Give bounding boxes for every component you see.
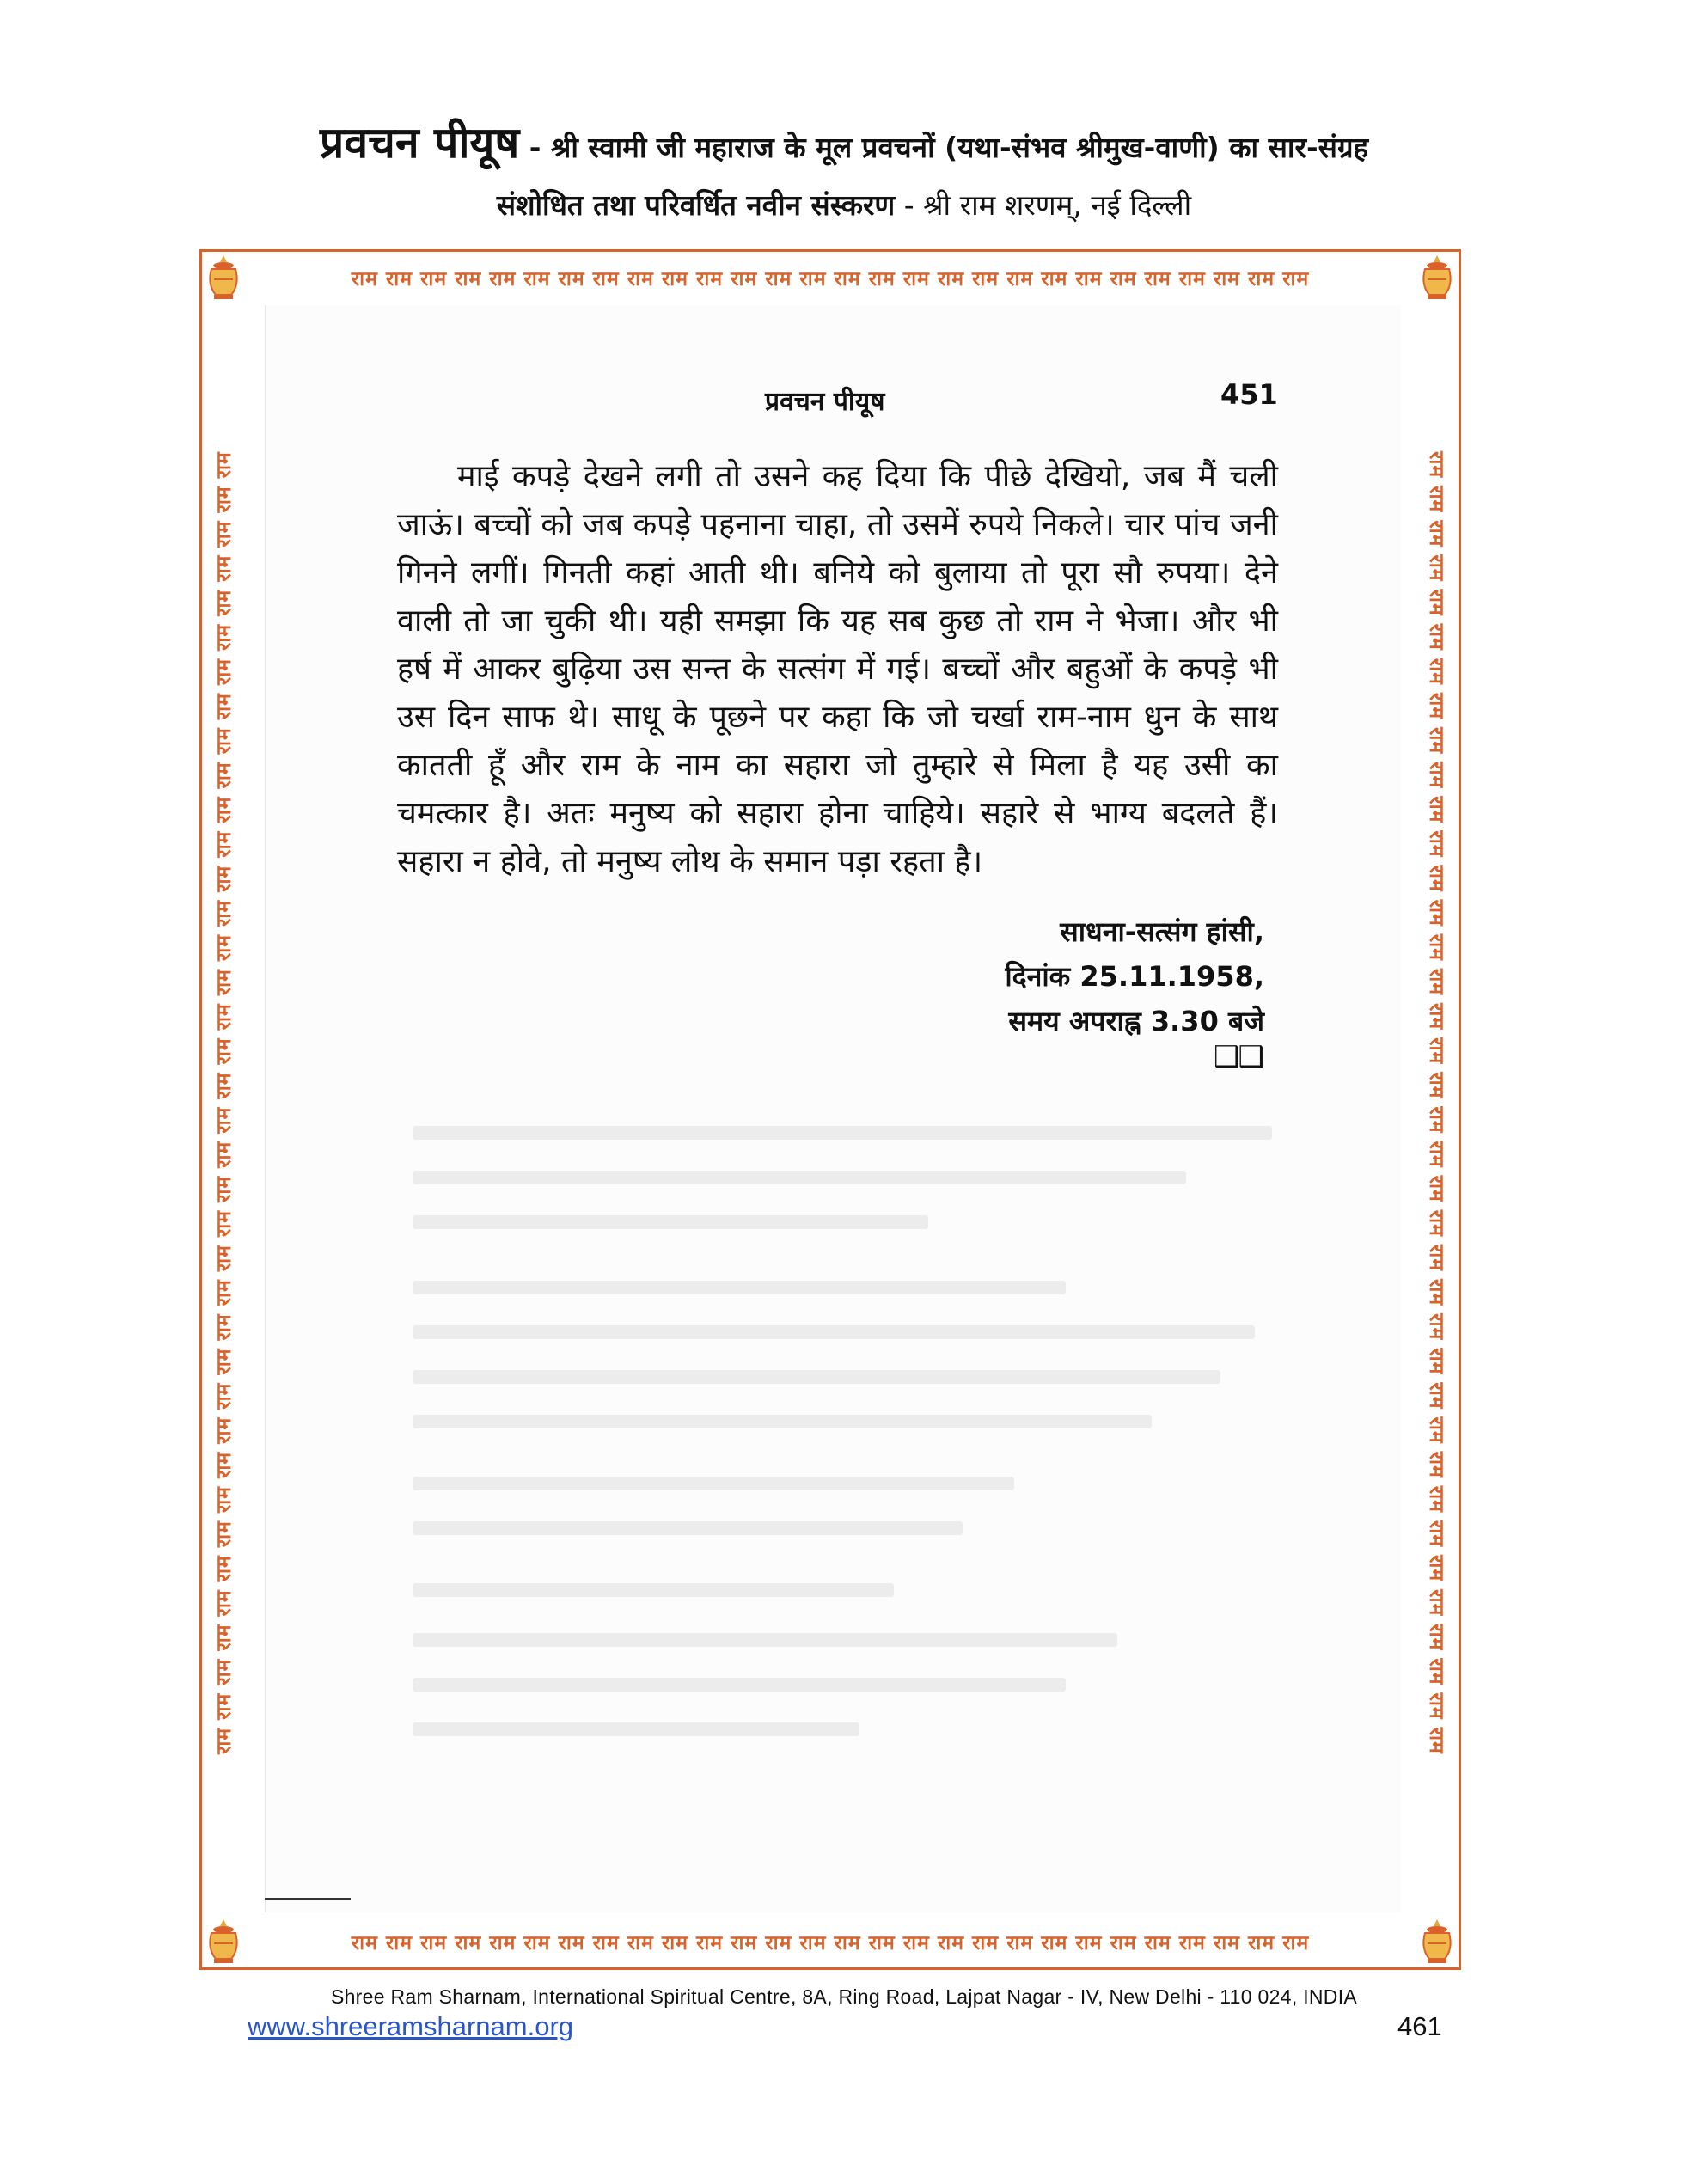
signature-place: साधना-सत्संग हांसी, — [1060, 915, 1264, 948]
kalash-icon — [204, 1918, 243, 1966]
border-top-text: राम राम राम राम राम राम राम राम राम राम राम राम राम राम राम राम राम राम राम राम राम राम राम राम राम राम राम राम — [351, 268, 1310, 291]
border-right-text: राम राम राम राम राम राम राम राम राम राम राम राम राम राम राम राम राम राम राम राम राम राम राम राम राम राम राम राम राम राम राम राम राम राम राम राम राम राम — [1425, 451, 1447, 1754]
book-title: प्रवचन पीयूष — [319, 118, 520, 168]
scan-edge-line — [265, 1898, 351, 1900]
document-header — [0, 112, 1688, 170]
website-link[interactable]: www.shreeramsharnam.org — [248, 2011, 574, 2041]
bleed-through-line — [413, 1126, 1272, 1140]
book-subtitle: श्री स्वामी जी महाराज के मूल प्रवचनों (यथा-संभव श्रीमुख-वाणी) का सार-संग्रह — [551, 131, 1369, 164]
bleed-through-line — [413, 1722, 859, 1736]
bleed-through-line — [413, 1415, 1152, 1428]
bleed-through-line — [413, 1521, 963, 1535]
header-dash: - — [519, 131, 551, 164]
bleed-through-line — [413, 1171, 1186, 1184]
bleed-through-line — [413, 1215, 928, 1229]
edition-publisher: - श्री राम शरणम्, नई दिल्ली — [895, 188, 1192, 222]
signature-date: दिनांक 25.11.1958, — [1005, 960, 1264, 993]
kalash-icon — [204, 254, 243, 302]
end-mark: ❑❑ — [1214, 1040, 1263, 1074]
bleed-through-line — [413, 1583, 894, 1597]
bleed-through-line — [413, 1633, 1117, 1647]
bleed-through-line — [413, 1325, 1255, 1339]
bleed-through-line — [413, 1477, 1014, 1490]
footer-address: Shree Ram Sharnam, International Spiritual Centre, 8A, Ring Road, Lajpat Nagar - IV, New Delhi - 110 024, INDIA — [330, 1985, 1358, 2008]
bleed-through-line — [413, 1281, 1066, 1294]
pdf-page-number: 461 — [1397, 2011, 1442, 2041]
scan-page-title: प्रवचन पीयूष — [765, 387, 885, 417]
kalash-icon — [1417, 1918, 1457, 1966]
signature-time: समय अपराह्न 3.30 बजे — [1008, 1005, 1264, 1037]
discourse-paragraph: माई कपड़े देखने लगी तो उसने कह दिया कि पीछे देखियो, जब मैं चली जाऊं। बच्चों को जब कपड़े पहनाना चाहा, तो उसमें रुपये निकले। चार पांच जनी गिनने लगीं। गिनती कहां आती थी। बनिये को बुलाया तो पूरा सौ रुपया। देने वाली तो जा चुकी थी। यही समझा कि यह सब कुछ तो राम ने भेजा। और भी हर्ष में आकर बुढ़िया उस सन्त के सत्संग में गई। बच्चों और बहुओं के कपड़े भी उस दिन साफ थे। साधू के पूछने पर कहा कि जो चर्खा राम-नाम धुन के साथ कातती हूँ और राम के नाम का सहारा जो तुम्हारे से मिला है यह उसी का चमत्कार है। अतः मनुष्य को सहारा होना चाहिये। सहारे से भाग्य बदलते हैं। सहारा न होवे, तो मनुष्य लोथ के समान पड़ा रहता है। — [397, 459, 1278, 879]
kalash-icon — [1417, 254, 1457, 302]
bleed-through-line — [413, 1678, 1066, 1692]
scan-page-number: 451 — [1220, 378, 1278, 411]
border-bottom-text: राम राम राम राम राम राम राम राम राम राम राम राम राम राम राम राम राम राम राम राम राम राम राम राम राम राम राम राम — [351, 1932, 1310, 1955]
border-left-text: राम राम राम राम राम राम राम राम राम राम राम राम राम राम राम राम राम राम राम राम राम राम राम राम राम राम राम राम राम राम राम राम राम राम राम राम राम राम — [213, 451, 235, 1754]
bleed-through-line — [413, 1370, 1220, 1384]
edition-bold: संशोधित तथा परिवर्धित नवीन संस्करण — [496, 188, 896, 222]
edition-line — [0, 185, 1688, 223]
